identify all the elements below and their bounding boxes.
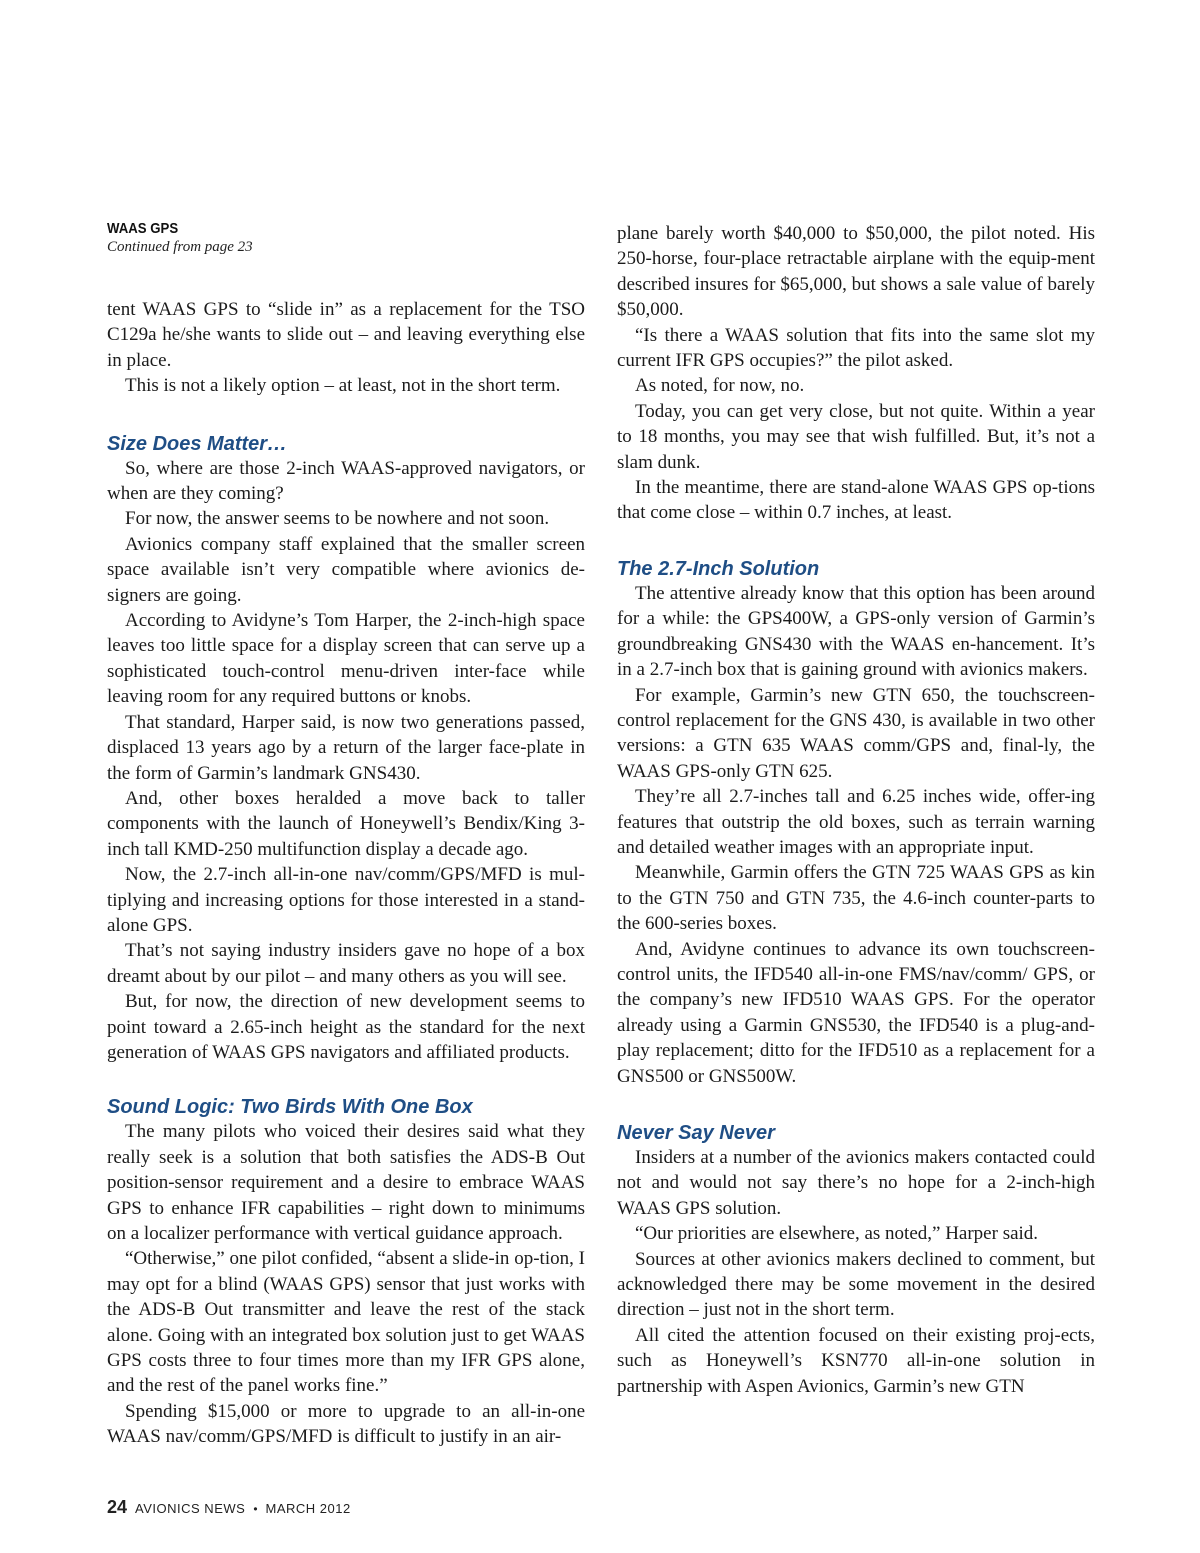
paragraph: Meanwhile, Garmin offers the GTN 725 WAAS GPS as kin to the GTN 750 and GTN 735, the 4.6-inch counter-parts to the 600-series boxes.	[617, 862, 1095, 935]
paragraph: Today, you can get very close, but not quite. Within a year to 18 months, you may see that wish fulfilled. But, it’s not a slam dunk.	[617, 400, 1095, 473]
paragraph: That standard, Harper said, is now two generations passed, displaced 13 years ago by a return of the larger face-plate in the form of Garmin’s landmark GNS430.	[107, 711, 585, 784]
paragraph: According to Avidyne’s Tom Harper, the 2-inch-high space leaves too little space for a display screen that can serve up a sophisticated touch-control menu-driven inter-face while leaving room for any required buttons or knobs.	[107, 610, 585, 708]
subhead-2-7-inch-solution: The 2.7-Inch Solution	[617, 557, 820, 580]
paragraph: “Our priorities are elsewhere, as noted,” Harper said.	[635, 1223, 1039, 1245]
continued-note: Continued from page 23	[107, 239, 253, 255]
paragraph: tent WAAS GPS to “slide in” as a replacement for the TSO C129a he/she wants to slide out – and leaving everything else in place.	[107, 299, 585, 371]
page-footer	[107, 1497, 351, 1518]
paragraph: plane barely worth $40,000 to $50,000, the pilot noted. His 250-horse, four-place retractable airplane with the equip-ment described insures for $65,000, but shows a sale value of barely $50,000.	[617, 223, 1095, 321]
subhead-never-say-never: Never Say Never	[617, 1122, 775, 1144]
paragraph: The attentive already know that this option has been around for a while: the GPS400W, a GPS-only version of Garmin’s groundbreaking GNS430 with the WAAS en-hancement. It’s in a 2.7-inch box that is gaining ground with avionics makers.	[617, 582, 1095, 681]
subhead-sound-logic: Sound Logic: Two Birds With One Box	[107, 1096, 473, 1119]
paragraph: Sources at other avionics makers declined to comment, but acknowledged there may be some movement in the desired direction – just not in the short term.	[617, 1248, 1095, 1321]
footer-separator: •	[253, 1502, 258, 1516]
paragraph: For now, the answer seems to be nowhere and not soon.	[125, 508, 550, 530]
paragraph: That’s not saying industry insiders gave no hope of a box dreamt about by our pilot – and many others as you will see.	[107, 940, 585, 987]
paragraph: They’re all 2.7-inches tall and 6.25 inches wide, offer-ing features that outstrip the old boxes, such as terrain warning and detailed weather images with an appropriate input.	[617, 786, 1095, 858]
right-column	[617, 221, 1095, 1399]
subhead-size-does-matter: Size Does Matter…	[107, 432, 288, 455]
paragraph: In the meantime, there are stand-alone WAAS GPS op-tions that come close – within 0.7 inches, at least.	[617, 477, 1095, 524]
paragraph: And, other boxes heralded a move back to taller components with the launch of Honeywell’s Bendix/King 3-inch tall KMD-250 multifunction display a decade ago.	[107, 787, 585, 860]
paragraph: “Is there a WAAS solution that fits into the same slot my current IFR GPS occupies?” the pilot asked.	[617, 324, 1095, 372]
paragraph: Now, the 2.7-inch all-in-one nav/comm/GPS/MFD is mul-tiplying and increasing options for those interested in a stand-alone GPS.	[107, 864, 585, 936]
section-label: WAAS GPS	[107, 220, 179, 237]
paragraph: For example, Garmin’s new GTN 650, the touchscreen-control replacement for the GNS 430, is available in two other versions: a GTN 635 WAAS comm/GPS and, final-ly, the WAAS GPS-only GTN 625.	[617, 684, 1095, 782]
paragraph: As noted, for now, no.	[635, 375, 805, 397]
page-number: 24	[107, 1497, 128, 1517]
paragraph: Avionics company staff explained that the smaller screen space available isn’t very compatible where avionics de-signers are going.	[107, 533, 585, 606]
paragraph: This is not a likely option – at least, not in the short term.	[125, 375, 561, 397]
paragraph: Spending $15,000 or more to upgrade to an all-in-one WAAS nav/comm/GPS/MFD is difficult to justify in an air-	[107, 1400, 585, 1448]
paragraph: All cited the attention focused on their existing proj-ects, such as Honeywell’s KSN770 all-in-one solution in partnership with Aspen Avionics, Garmin’s new GTN	[617, 1324, 1095, 1397]
paragraph: Insiders at a number of the avionics makers contacted could not and would not say there’s no hope for a 2-inch-high WAAS GPS solution.	[617, 1147, 1095, 1219]
publication-name: AVIONICS NEWS	[135, 1501, 246, 1516]
paragraph: “Otherwise,” one pilot confided, “absent a slide-in op-tion, I may opt for a blind (WAAS GPS) sensor that just works with the ADS-B Out transmitter and leave the rest of the stack alone. Going with an integrated box solution just to get WAAS GPS costs three to four times more than my IFR GPS alone, and the rest of the panel works fine.”	[107, 1248, 585, 1397]
paragraph: The many pilots who voiced their desires said what they really seek is a solution that both satisfies the ADS-B Out position-sensor requirement and a desire to embrace WAAS GPS to enhance IFR capabilities – right down to minimums on a localizer performance with vertical guidance approach.	[107, 1121, 585, 1244]
issue-date: MARCH 2012	[265, 1501, 351, 1516]
paragraph: But, for now, the direction of new development seems to point toward a 2.65-inch height as the standard for the next generation of WAAS GPS navigators and affiliated products.	[107, 991, 585, 1063]
paragraph: So, where are those 2-inch WAAS-approved navigators, or when are they coming?	[107, 457, 585, 505]
left-column	[107, 220, 585, 1450]
paragraph: And, Avidyne continues to advance its own touchscreen-control units, the IFD540 all-in-one FMS/nav/comm/ GPS, or the company’s new IFD510 WAAS GPS. For the operator already using a Garmin GNS530, the IFD540 is a plug-and-play replacement; ditto for the IFD510 as a replacement for a GNS500 or GNS500W.	[617, 938, 1095, 1087]
